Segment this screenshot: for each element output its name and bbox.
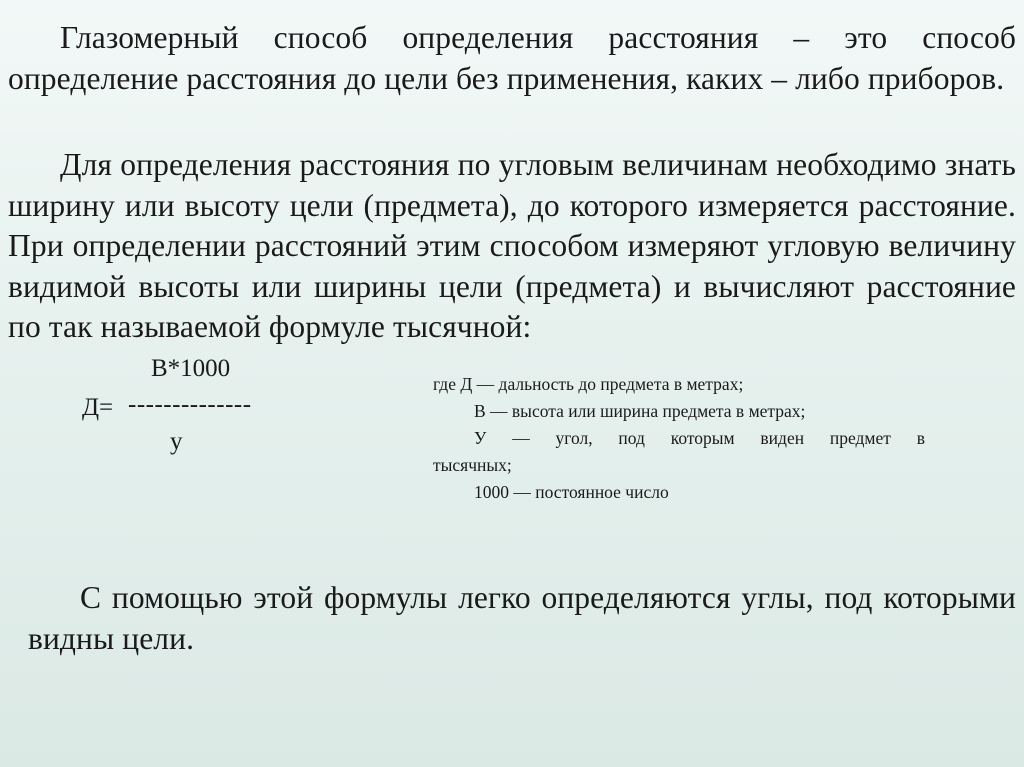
paragraph-definition: Глазомерный способ определения расстояния – это способ определение расстояния до цели без применения, каких – либо приборов. [8, 20, 1016, 96]
legend-line-distance: где Д — дальность до предмета в метрах; [433, 374, 744, 394]
legend-word: в [916, 428, 925, 448]
formula-numerator: В*1000 [151, 355, 231, 382]
legend-word: виден [760, 428, 805, 448]
legend-word: которым [670, 428, 735, 448]
formula-fraction-line: -------------- [128, 391, 252, 418]
formula-lhs: Д= [82, 394, 114, 421]
legend-line-angle [474, 425, 925, 452]
legend-line-height: В — высота или ширина предмета в метрах; [474, 401, 806, 421]
legend-word: под [618, 428, 645, 448]
paragraph-conclusion: С помощью этой формулы легко определяются углы, под которыми видны цели. [28, 580, 1016, 656]
formula-denominator: у [170, 428, 183, 455]
legend-word: — [512, 428, 530, 448]
legend-word: У [474, 428, 487, 448]
paragraph-angular-method: Для определения расстояния по угловым величинам необходимо знать ширину или высоту цели (предмета), до которого измеряется расстояние. При определении расстояний этим способом измеряют угловую величину видимой высоты или ширины цели (предмета) и вычисляют расстояние по так называемой формуле тысячной: [8, 147, 1016, 344]
legend-line-constant: 1000 — постоянное число [474, 482, 669, 502]
legend-word: угол, [555, 428, 593, 448]
legend-line-angle-continued: тысячных; [433, 455, 512, 475]
legend-word: предмет [829, 428, 891, 448]
